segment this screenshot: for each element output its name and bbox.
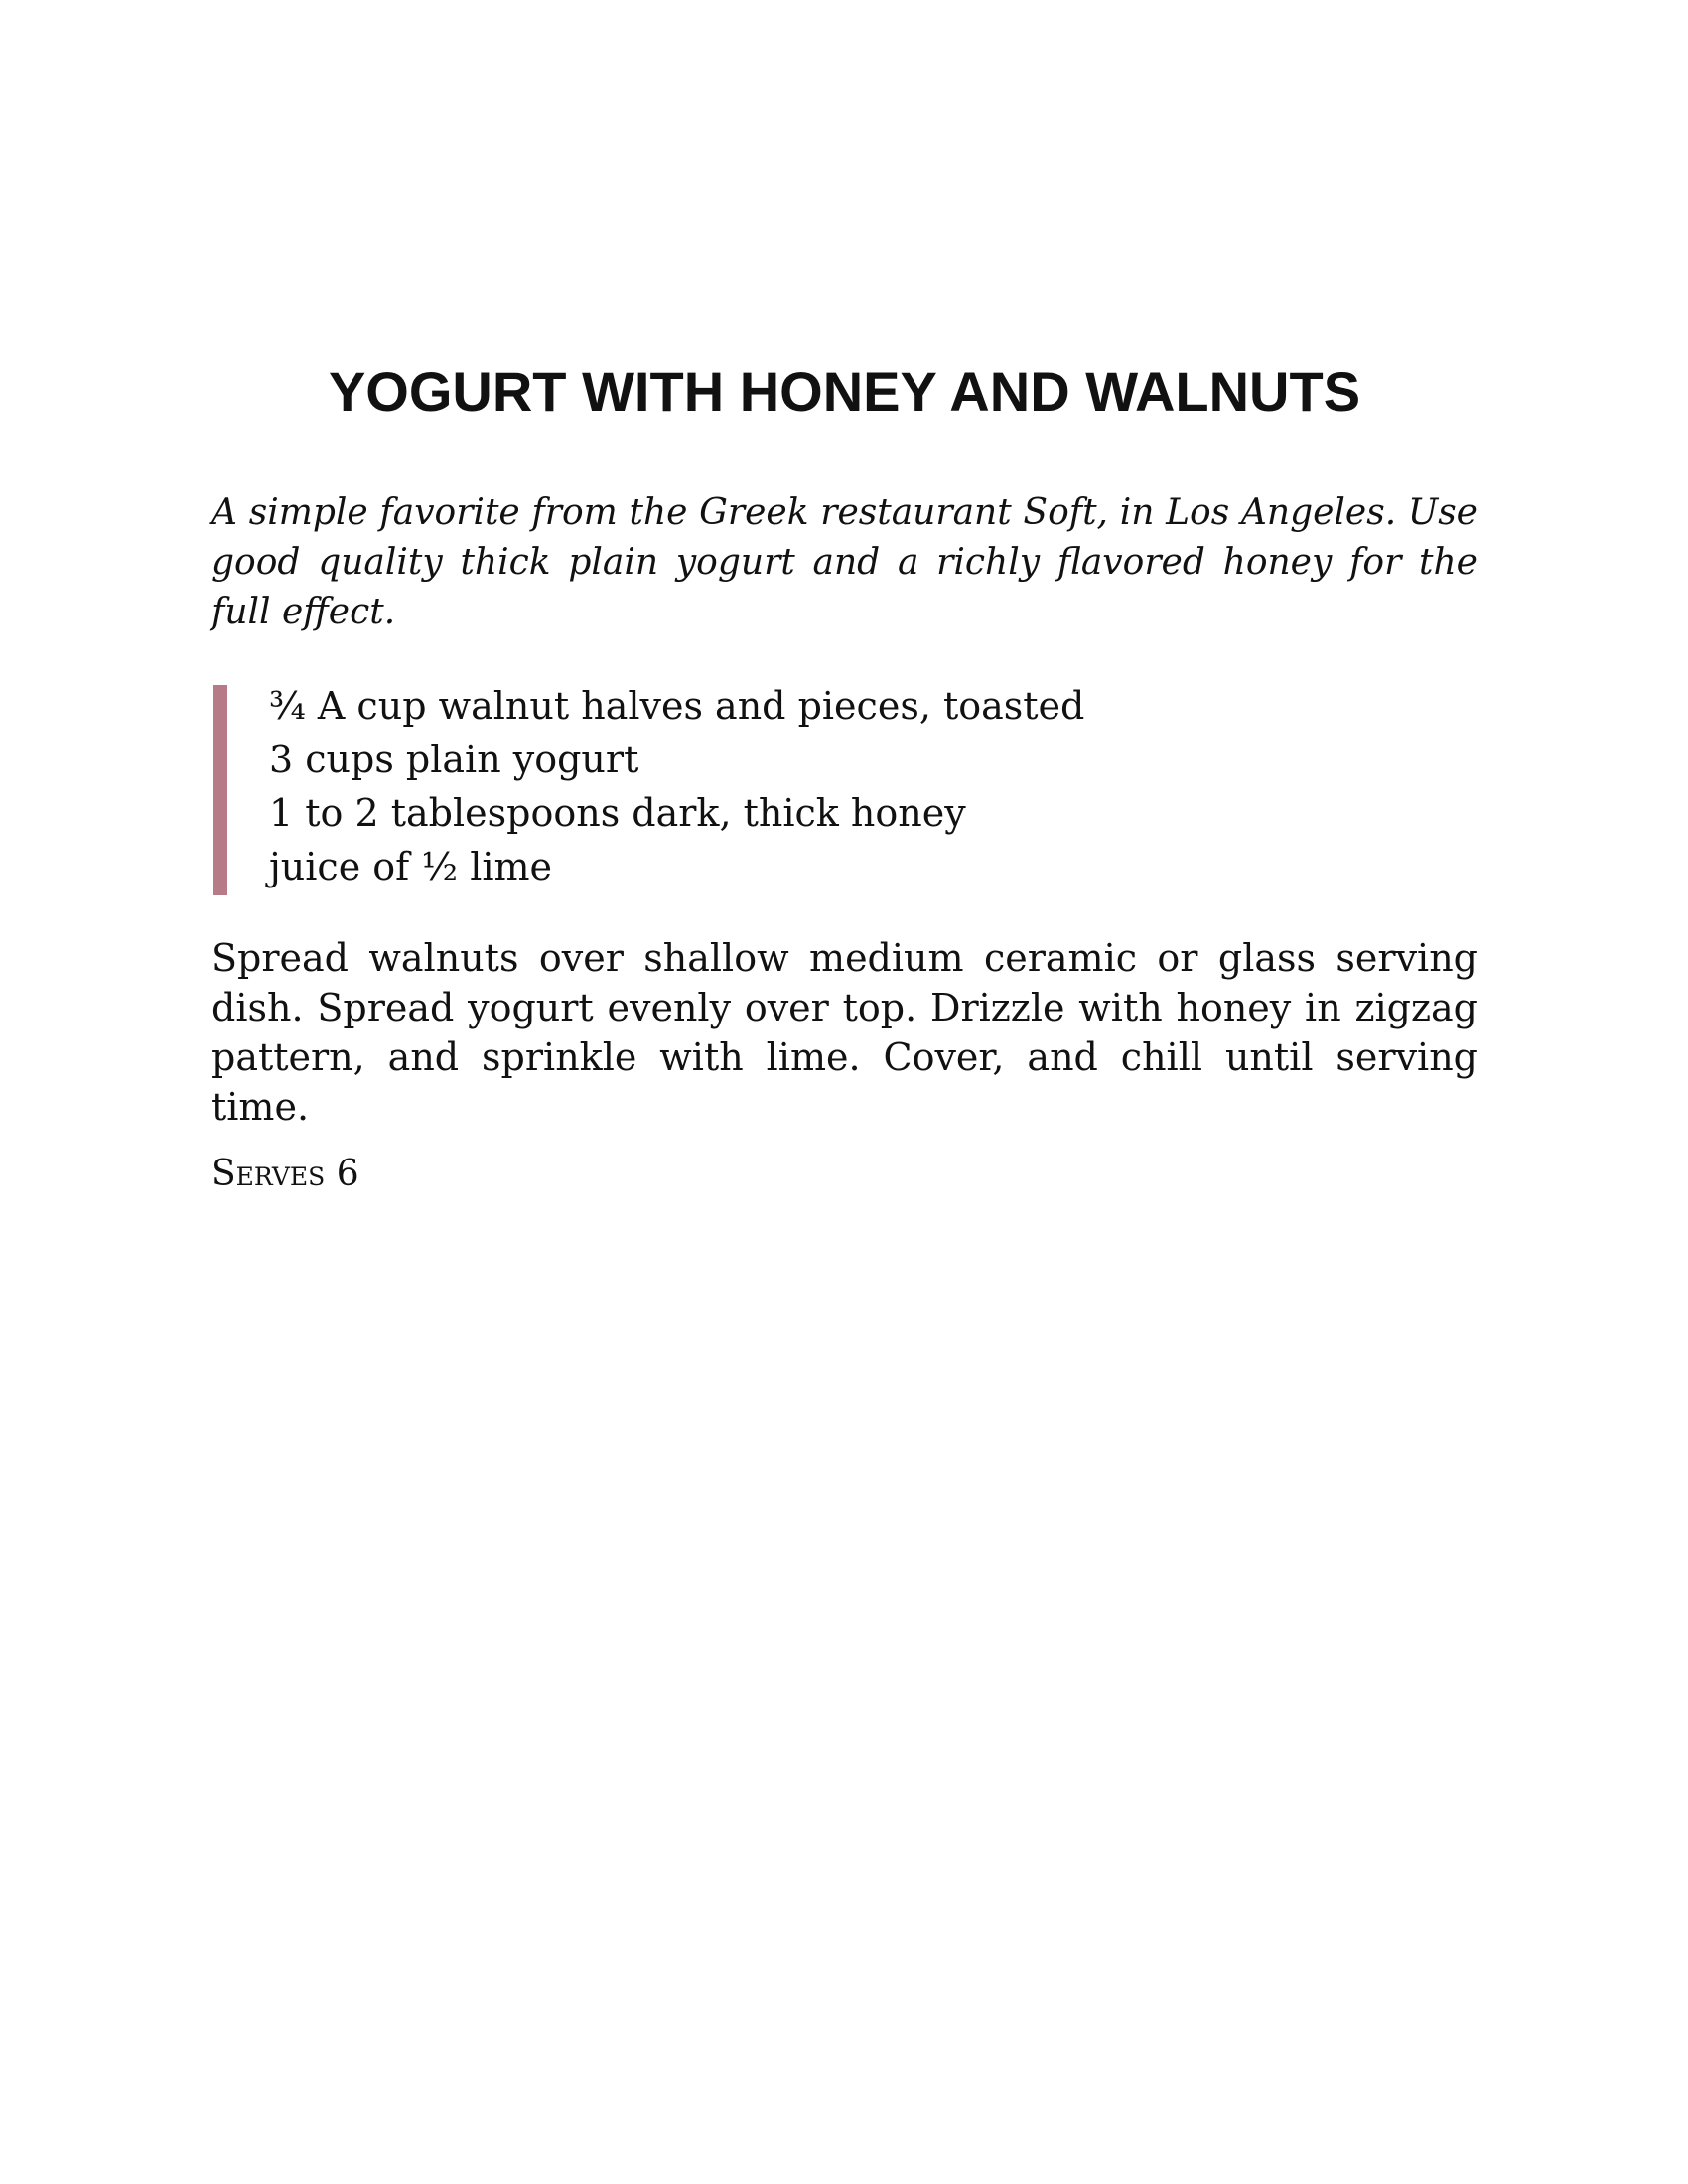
ingredient-item: 1 to 2 tablespoons dark, thick honey (269, 791, 966, 835)
recipe-yield (211, 1150, 1477, 1199)
ingredient-item: 3 cups plain yogurt (269, 738, 639, 781)
recipe-method: Spread walnuts over shallow medium ceramic or glass serving dish. Spread yogurt evenly over top. Drizzle with honey in zigzag pattern, and sprinkle with lime. Cover, and chill until serving time. (211, 936, 1477, 1129)
serves-label: Serves (211, 1154, 326, 1194)
ingredient-list (211, 679, 1477, 893)
recipe-page (211, 357, 1477, 1199)
serves-count: 6 (336, 1154, 359, 1194)
recipe-title: YOGURT WITH HONEY AND WALNUTS (328, 360, 1361, 423)
ingredient-item: ¾ A cup walnut halves and pieces, toasted (269, 684, 1085, 728)
ingredient-accent-bar (213, 685, 227, 895)
recipe-intro: A simple favorite from the Greek restaurant Soft, in Los Angeles. Use good quality thick plain yogurt and a richly flavored honey for the full effect. (211, 492, 1477, 632)
ingredient-item: juice of ½ lime (269, 845, 553, 888)
